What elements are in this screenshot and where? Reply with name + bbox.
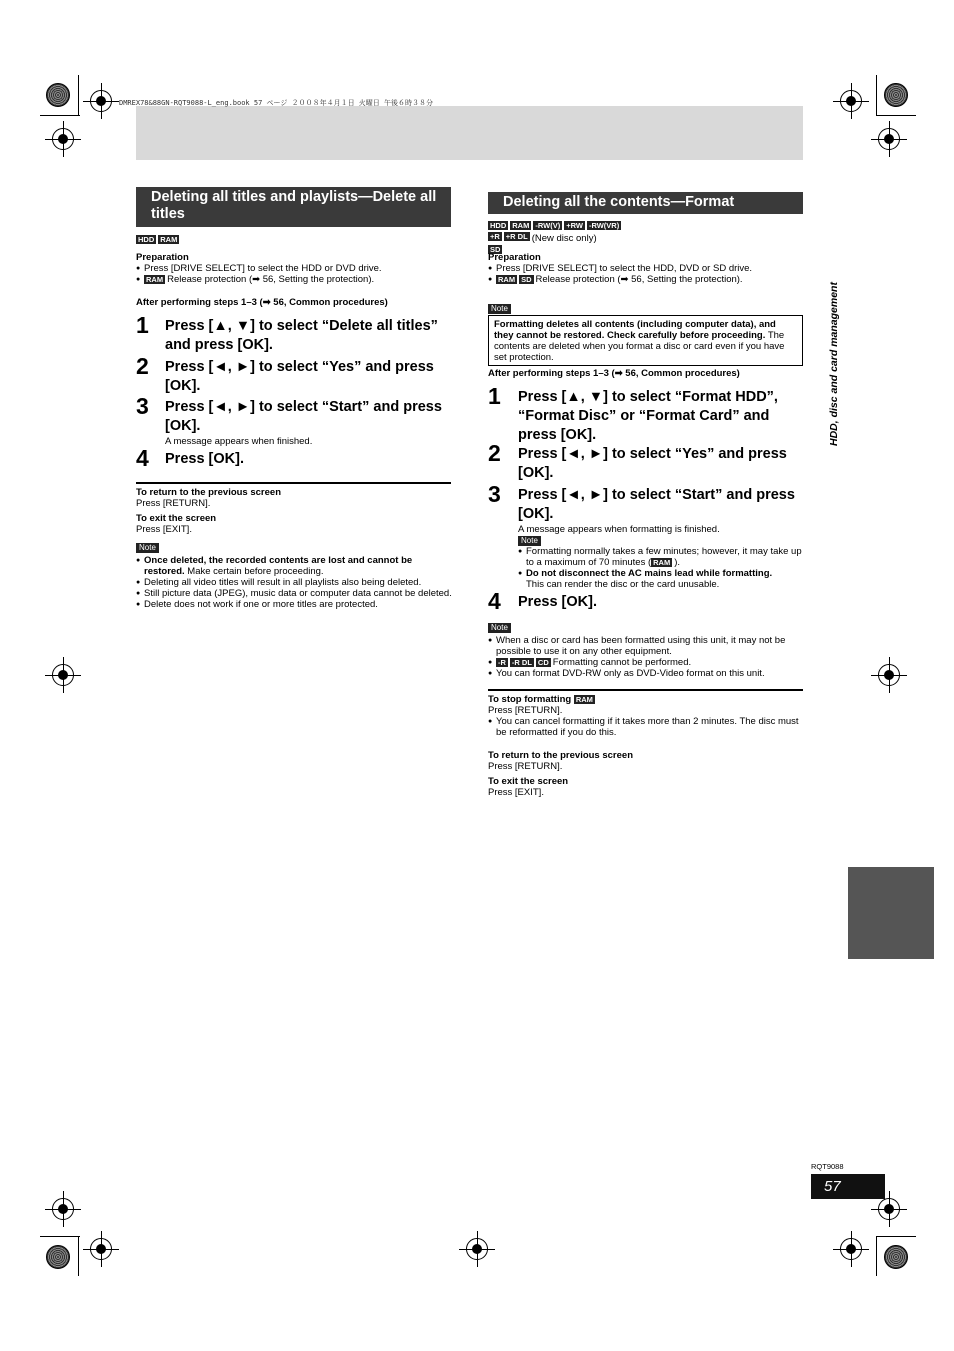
crop-mark — [876, 1236, 916, 1237]
media-tag: SD — [521, 274, 532, 284]
media-tag: +R DL — [505, 232, 528, 242]
crop-mark — [40, 1236, 80, 1237]
return-heading: To return to the previous screen — [488, 750, 633, 761]
media-tag: -R DL — [511, 657, 532, 667]
media-tag: HDD — [490, 221, 507, 231]
return-heading: To return to the previous screen — [136, 487, 281, 498]
note-item: ● Do not disconnect the AC mains lead while formatting. This can render the disc or the card unusable. — [518, 568, 803, 590]
new-disc-note: (New disc only) — [531, 233, 597, 244]
prep-heading: Preparation — [488, 252, 541, 263]
media-tag: CD — [537, 657, 549, 667]
registration-disc-icon — [884, 83, 908, 107]
right-preparation — [488, 252, 808, 285]
media-tag: RAM — [146, 274, 164, 284]
prep-item: ● Press [DRIVE SELECT] to select the HDD, DVD or SD drive. — [488, 263, 808, 274]
left-media-tags — [136, 231, 181, 249]
crop-mark — [78, 1236, 79, 1276]
crop-mark — [876, 1236, 877, 1276]
step-text: Press [▲, ▼] to select “Format HDD”, “Format Disc” or “Format Card” and press [OK]. — [518, 389, 778, 443]
note-item: ● Once deleted, the recorded contents are lost and cannot be restored. Make certain before proceeding. — [136, 555, 454, 577]
stop-heading: To stop formatting — [488, 694, 572, 705]
media-tag: RAM — [498, 274, 516, 284]
exit-text: Press [EXIT]. — [136, 524, 192, 535]
media-tag: HDD — [138, 235, 155, 245]
exit-heading: To exit the screen — [488, 776, 569, 787]
media-tag: RAM — [575, 694, 593, 704]
registration-mark-icon — [52, 664, 74, 686]
note-item: ● You can cancel formatting if it takes more than 2 minutes. The disc must be reformatted if you do this. — [488, 716, 806, 738]
note-label: Note — [488, 623, 511, 633]
step-sub: A message appears when finished. — [165, 436, 313, 447]
side-section-label: HDD, disc and card management — [828, 282, 840, 446]
media-tag: +RW — [566, 221, 583, 231]
right-notes — [488, 622, 806, 679]
step-number: 4 — [136, 445, 149, 471]
step-number: 3 — [488, 481, 501, 507]
divider — [136, 482, 451, 484]
step-text: Press [◄, ►] to select “Start” and press [OK]. — [165, 399, 442, 434]
right-note-label-wrap — [488, 298, 511, 316]
step-text: Press [▲, ▼] to select “Delete all titles” and press [OK]. — [165, 318, 438, 353]
left-return-info — [136, 487, 451, 535]
registration-mark-icon — [840, 1238, 862, 1260]
crop-mark — [876, 115, 916, 116]
crop-mark — [40, 115, 80, 116]
exit-text: Press [EXIT]. — [488, 787, 544, 798]
step-number: 3 — [136, 393, 149, 419]
step-number: 2 — [488, 440, 501, 466]
return-text: Press [RETURN]. — [136, 498, 211, 509]
note-item: ● When a disc or card has been formatted using this unit, it may not be possible to use it on any other equipment. — [488, 635, 806, 657]
registration-disc-icon — [46, 83, 70, 107]
media-tag: RAM — [512, 221, 530, 231]
registration-mark-icon — [90, 1238, 112, 1260]
step-number: 4 — [488, 588, 501, 614]
note-label: Note — [518, 536, 541, 546]
crop-mark — [876, 75, 877, 115]
prep-heading: Preparation — [136, 252, 189, 263]
note-item: ● Delete does not work if one or more titles are protected. — [136, 599, 454, 610]
step-text: Press [OK]. — [165, 451, 244, 467]
step-text: Press [◄, ►] to select “Yes” and press [OK]. — [518, 446, 787, 481]
page-number: 57 — [811, 1174, 885, 1199]
media-tag: RAM — [160, 235, 178, 245]
left-section-title: Deleting all titles and playlists—Delete all titles — [136, 187, 451, 227]
stop-text: Press [RETURN]. — [488, 705, 563, 716]
note-item: ● Still picture data (JPEG), music data or computer data cannot be deleted. — [136, 588, 454, 599]
registration-disc-icon — [46, 1245, 70, 1269]
exit-heading: To exit the screen — [136, 513, 217, 524]
prep-item: ● RAM Release protection (➡ 56, Setting the protection). — [136, 274, 456, 285]
right-step3-details — [518, 524, 803, 590]
step-number: 2 — [136, 353, 149, 379]
page-code: RQT9088 — [811, 1162, 844, 1171]
right-stop-info — [488, 694, 806, 798]
registration-mark-icon — [878, 664, 900, 686]
registration-mark-icon — [878, 128, 900, 150]
note-item: ● -R -R DL CD Formatting cannot be performed. — [488, 657, 806, 668]
media-tag: -RW(V) — [535, 221, 561, 231]
return-text: Press [RETURN]. — [488, 761, 563, 772]
step-number: 1 — [488, 383, 501, 409]
registration-mark-icon — [52, 128, 74, 150]
step-text: Press [◄, ►] to select “Start” and press [OK]. — [518, 487, 795, 522]
registration-disc-icon — [884, 1245, 908, 1269]
prep-item: ● Press [DRIVE SELECT] to select the HDD or DVD drive. — [136, 263, 456, 274]
note-item: ● You can format DVD-RW only as DVD-Video format on this unit. — [488, 668, 806, 679]
right-section-title: Deleting all the contents—Format — [488, 192, 803, 214]
file-info: DMREX78&88GN-RQT9088-L_eng.book 57 ページ ２００８年４月１日 火曜日 午後６時３８分 — [119, 99, 434, 107]
section-tab — [848, 867, 934, 959]
media-tag: +R — [490, 232, 500, 242]
step-text: Press [◄, ►] to select “Yes” and press [OK]. — [165, 359, 434, 394]
media-tag: -RW(VR) — [588, 221, 620, 231]
left-preparation — [136, 252, 456, 285]
step-sub: A message appears when formatting is finished. — [518, 524, 720, 535]
step-number: 1 — [136, 312, 149, 338]
left-after-steps: After performing steps 1–3 (➡ 56, Common procedures) — [136, 297, 388, 308]
registration-mark-icon — [90, 90, 112, 112]
note-label: Note — [136, 543, 159, 553]
note-item: ● Deleting all video titles will result in all playlists also being deleted. — [136, 577, 454, 588]
note-label: Note — [488, 304, 511, 314]
left-notes — [136, 542, 454, 610]
prep-item: ● RAM SD Release protection (➡ 56, Setting the protection). — [488, 274, 808, 285]
media-tag: RAM — [653, 557, 671, 567]
registration-mark-icon — [840, 90, 862, 112]
right-after-steps: After performing steps 1–3 (➡ 56, Common procedures) — [488, 368, 740, 379]
registration-mark-icon — [878, 1198, 900, 1220]
crop-mark — [78, 75, 79, 115]
step-text: Press [OK]. — [518, 594, 597, 610]
media-tag: SD — [490, 245, 501, 255]
format-warning-box: Formatting deletes all contents (including computer data), and they cannot be restored. Check carefully before proceeding. The contents are deleted when you format a disc or card even if you have set protection. — [488, 315, 803, 366]
right-media-tags — [488, 220, 808, 255]
media-tag: -R — [498, 657, 506, 667]
divider — [488, 689, 803, 691]
note-item: ● Formatting normally takes a few minutes; however, it may take up to a maximum of 70 minutes ( RAM ). — [518, 546, 803, 568]
header-bar — [136, 106, 803, 160]
registration-mark-icon — [52, 1198, 74, 1220]
registration-mark-icon — [466, 1238, 488, 1260]
